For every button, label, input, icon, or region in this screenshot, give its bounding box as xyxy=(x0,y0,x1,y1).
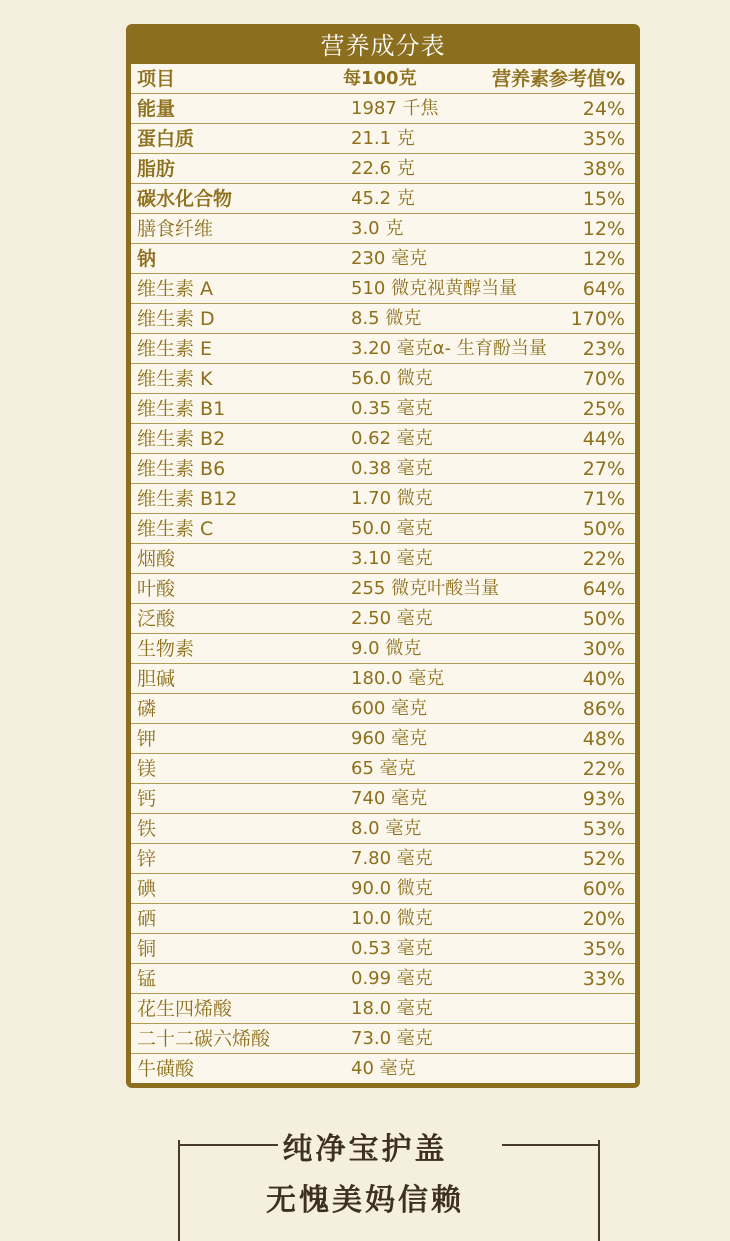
nutrient-name: 锰 xyxy=(137,968,157,990)
nutrient-amount: 740 毫克 xyxy=(351,788,428,809)
nutrient-pct: 38% xyxy=(582,158,625,180)
nutrient-amount: 0.62 毫克 xyxy=(351,428,433,449)
nutrient-pct: 71% xyxy=(582,488,625,510)
nutrient-amount: 510 微克视黄醇当量 xyxy=(351,278,518,299)
nutrient-amount: 1.70 微克 xyxy=(351,488,433,509)
nutrient-name: 维生素 K xyxy=(137,368,213,390)
nutrient-amount: 255 微克叶酸当量 xyxy=(351,578,500,599)
nutrient-name: 锌 xyxy=(137,848,157,870)
table-row xyxy=(131,1024,635,1054)
nutrient-amount: 0.53 毫克 xyxy=(351,938,433,959)
nutrient-amount: 3.10 毫克 xyxy=(351,548,433,569)
table-row xyxy=(131,754,635,784)
nutrient-amount: 230 毫克 xyxy=(351,248,428,269)
nutrient-pct: 12% xyxy=(582,218,625,240)
nutrient-amount: 90.0 微克 xyxy=(351,878,433,899)
nutrient-name: 脂肪 xyxy=(137,158,176,180)
nutrient-name: 碳水化合物 xyxy=(137,188,233,210)
nutrient-pct: 15% xyxy=(582,188,625,210)
nutrient-name: 叶酸 xyxy=(137,578,176,600)
nutrient-name: 碘 xyxy=(137,878,157,900)
nutrient-pct: 53% xyxy=(582,818,625,840)
nutrient-amount: 50.0 毫克 xyxy=(351,518,433,539)
nutrient-pct: 70% xyxy=(582,368,625,390)
nutrient-name: 牛磺酸 xyxy=(137,1058,195,1080)
footer-slogan-1: 纯净宝护盖 xyxy=(282,1132,448,1167)
nutrient-name: 硒 xyxy=(137,908,157,930)
nutrient-amount: 10.0 微克 xyxy=(351,908,433,929)
table-row xyxy=(131,364,635,394)
table-row xyxy=(131,334,635,364)
nutrient-amount: 18.0 毫克 xyxy=(351,998,433,1019)
nutrient-amount: 1987 千焦 xyxy=(351,98,439,119)
nutrient-pct: 35% xyxy=(582,128,625,150)
nutrient-amount: 180.0 毫克 xyxy=(351,668,445,689)
nutrient-amount: 73.0 毫克 xyxy=(351,1028,433,1049)
table-row xyxy=(131,814,635,844)
nutrient-pct: 60% xyxy=(582,878,625,900)
nutrient-name: 二十二碳六烯酸 xyxy=(137,1028,271,1050)
nutrient-pct: 25% xyxy=(582,398,625,420)
table-row xyxy=(131,604,635,634)
table-row xyxy=(131,244,635,274)
table-row xyxy=(131,94,635,124)
nutrient-name: 维生素 E xyxy=(137,338,213,360)
nutrient-pct: 22% xyxy=(582,758,625,780)
table-row xyxy=(131,994,635,1024)
table-row xyxy=(131,964,635,994)
table-row xyxy=(131,694,635,724)
table-row xyxy=(131,874,635,904)
nutrient-name: 铜 xyxy=(137,938,157,960)
nutrient-amount: 600 毫克 xyxy=(351,698,428,719)
nutrient-pct: 22% xyxy=(582,548,625,570)
table-row xyxy=(131,154,635,184)
nutrient-pct: 40% xyxy=(582,668,625,690)
nutrient-name: 花生四烯酸 xyxy=(137,998,233,1020)
nutrient-pct: 48% xyxy=(582,728,625,750)
nutrient-name: 维生素 C xyxy=(137,518,214,540)
table-row xyxy=(131,724,635,754)
table-row xyxy=(131,664,635,694)
nutrient-name: 膳食纤维 xyxy=(137,218,214,240)
nutrient-name: 镁 xyxy=(137,758,157,780)
header-pct: 营养素参考值% xyxy=(491,68,625,90)
nutrient-pct: 20% xyxy=(582,908,625,930)
table-row xyxy=(131,514,635,544)
nutrient-name: 胆碱 xyxy=(137,668,176,690)
nutrient-pct: 93% xyxy=(582,788,625,810)
table-row xyxy=(131,394,635,424)
nutrient-amount: 45.2 克 xyxy=(351,188,415,209)
nutrient-amount: 0.35 毫克 xyxy=(351,398,433,419)
table-row xyxy=(131,904,635,934)
nutrient-amount: 3.0 克 xyxy=(351,218,404,239)
nutrient-amount: 65 毫克 xyxy=(351,758,416,779)
nutrient-amount: 40 毫克 xyxy=(351,1058,416,1079)
nutrient-pct: 12% xyxy=(582,248,625,270)
nutrient-amount: 8.0 毫克 xyxy=(351,818,422,839)
nutrient-amount: 7.80 毫克 xyxy=(351,848,433,869)
nutrient-name: 维生素 B6 xyxy=(137,458,226,480)
nutrient-amount: 8.5 微克 xyxy=(351,308,422,329)
nutrient-name: 维生素 A xyxy=(137,278,214,300)
nutrient-name: 维生素 B1 xyxy=(137,398,226,420)
nutrient-pct: 23% xyxy=(582,338,625,360)
nutrient-pct: 64% xyxy=(582,578,625,600)
table-row xyxy=(131,424,635,454)
table-row xyxy=(131,214,635,244)
header-name: 项目 xyxy=(137,68,176,90)
table-row xyxy=(131,544,635,574)
table-row xyxy=(131,184,635,214)
nutrient-name: 钾 xyxy=(137,728,157,750)
nutrient-name: 维生素 B2 xyxy=(137,428,226,450)
nutrient-pct: 86% xyxy=(582,698,625,720)
nutrient-pct: 35% xyxy=(582,938,625,960)
nutrient-pct: 33% xyxy=(582,968,625,990)
nutrient-name: 钠 xyxy=(137,248,157,270)
nutrient-name: 蛋白质 xyxy=(137,128,195,150)
table-header xyxy=(131,64,635,94)
nutrient-amount: 2.50 毫克 xyxy=(351,608,433,629)
nutrient-amount: 22.6 克 xyxy=(351,158,415,179)
footer-slogan-2: 无愧美妈信赖 xyxy=(266,1183,464,1218)
nutrient-amount: 3.20 毫克α- 生育酚当量 xyxy=(351,338,547,359)
nutrient-amount: 0.99 毫克 xyxy=(351,968,433,989)
nutrient-pct: 50% xyxy=(582,608,625,630)
nutrient-name: 维生素 D xyxy=(137,308,215,330)
nutrient-name: 能量 xyxy=(137,98,176,120)
nutrient-name: 磷 xyxy=(137,698,157,720)
nutrient-pct: 24% xyxy=(582,98,625,120)
nutrient-pct: 50% xyxy=(582,518,625,540)
nutrient-pct: 30% xyxy=(582,638,625,660)
table-title: 营养成分表 xyxy=(320,32,446,60)
nutrient-name: 维生素 B12 xyxy=(137,488,238,510)
nutrient-amount: 56.0 微克 xyxy=(351,368,433,389)
table-row xyxy=(131,484,635,514)
nutrient-amount: 21.1 克 xyxy=(351,128,415,149)
nutrient-name: 钙 xyxy=(137,788,157,810)
nutrient-amount: 0.38 毫克 xyxy=(351,458,433,479)
nutrient-name: 泛酸 xyxy=(137,608,176,630)
nutrition-table xyxy=(131,64,635,1083)
nutrient-name: 铁 xyxy=(137,818,157,840)
nutrient-pct: 64% xyxy=(582,278,625,300)
table-row xyxy=(131,934,635,964)
nutrition-panel xyxy=(126,24,640,1088)
nutrient-pct: 27% xyxy=(582,458,625,480)
table-row xyxy=(131,1054,635,1084)
nutrient-amount: 9.0 微克 xyxy=(351,638,422,659)
nutrient-name: 烟酸 xyxy=(137,548,176,570)
header-amount: 每100克 xyxy=(343,68,417,89)
nutrient-pct: 52% xyxy=(582,848,625,870)
table-row xyxy=(131,784,635,814)
table-row xyxy=(131,304,635,334)
table-row xyxy=(131,124,635,154)
nutrient-amount: 960 毫克 xyxy=(351,728,428,749)
nutrient-pct: 170% xyxy=(570,308,625,330)
table-row xyxy=(131,454,635,484)
table-row xyxy=(131,574,635,604)
table-row xyxy=(131,634,635,664)
table-row xyxy=(131,274,635,304)
nutrient-pct: 44% xyxy=(582,428,625,450)
nutrient-name: 生物素 xyxy=(137,638,195,660)
table-row xyxy=(131,844,635,874)
